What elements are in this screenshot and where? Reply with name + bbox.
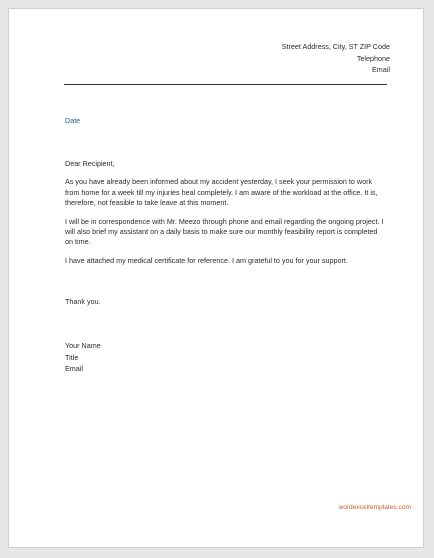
sender-header — [282, 41, 390, 76]
body-paragraph-1: As you have already been informed about my accident yesterday, I seek your permission to work from home for a week till my injuries heal completely. I am aware of the workload at the office. It is, therefore, not feasible to take leave at this moment. — [65, 177, 378, 208]
header-divider — [64, 84, 387, 85]
signature-block — [65, 340, 101, 375]
telephone: Telephone — [356, 53, 390, 63]
street-address: Street Address, City, ST ZIP Code — [281, 42, 390, 51]
signature-email: Email — [65, 364, 83, 373]
signature-title: Title — [65, 352, 79, 362]
salutation: Dear Recipient, — [65, 159, 115, 168]
body-paragraph-3: I have attached my medical certificate for reference. I am grateful to you for your support. — [65, 255, 348, 265]
sender-email: Email — [372, 65, 390, 74]
signature-name: Your Name — [65, 341, 101, 350]
letter-date: Date — [65, 116, 81, 125]
letter-body — [65, 159, 387, 274]
footer-website: wordexceltemplates.com — [338, 503, 411, 511]
letter-page — [8, 8, 424, 548]
closing: Thank you. — [65, 297, 101, 306]
body-paragraph-2: I will be in correspondence with Mr. Meezo through phone and email regarding the ongoing project. I will also brief my assistant on a daily basis to make sure our monthly feasibility report is completed on time. — [65, 216, 384, 247]
